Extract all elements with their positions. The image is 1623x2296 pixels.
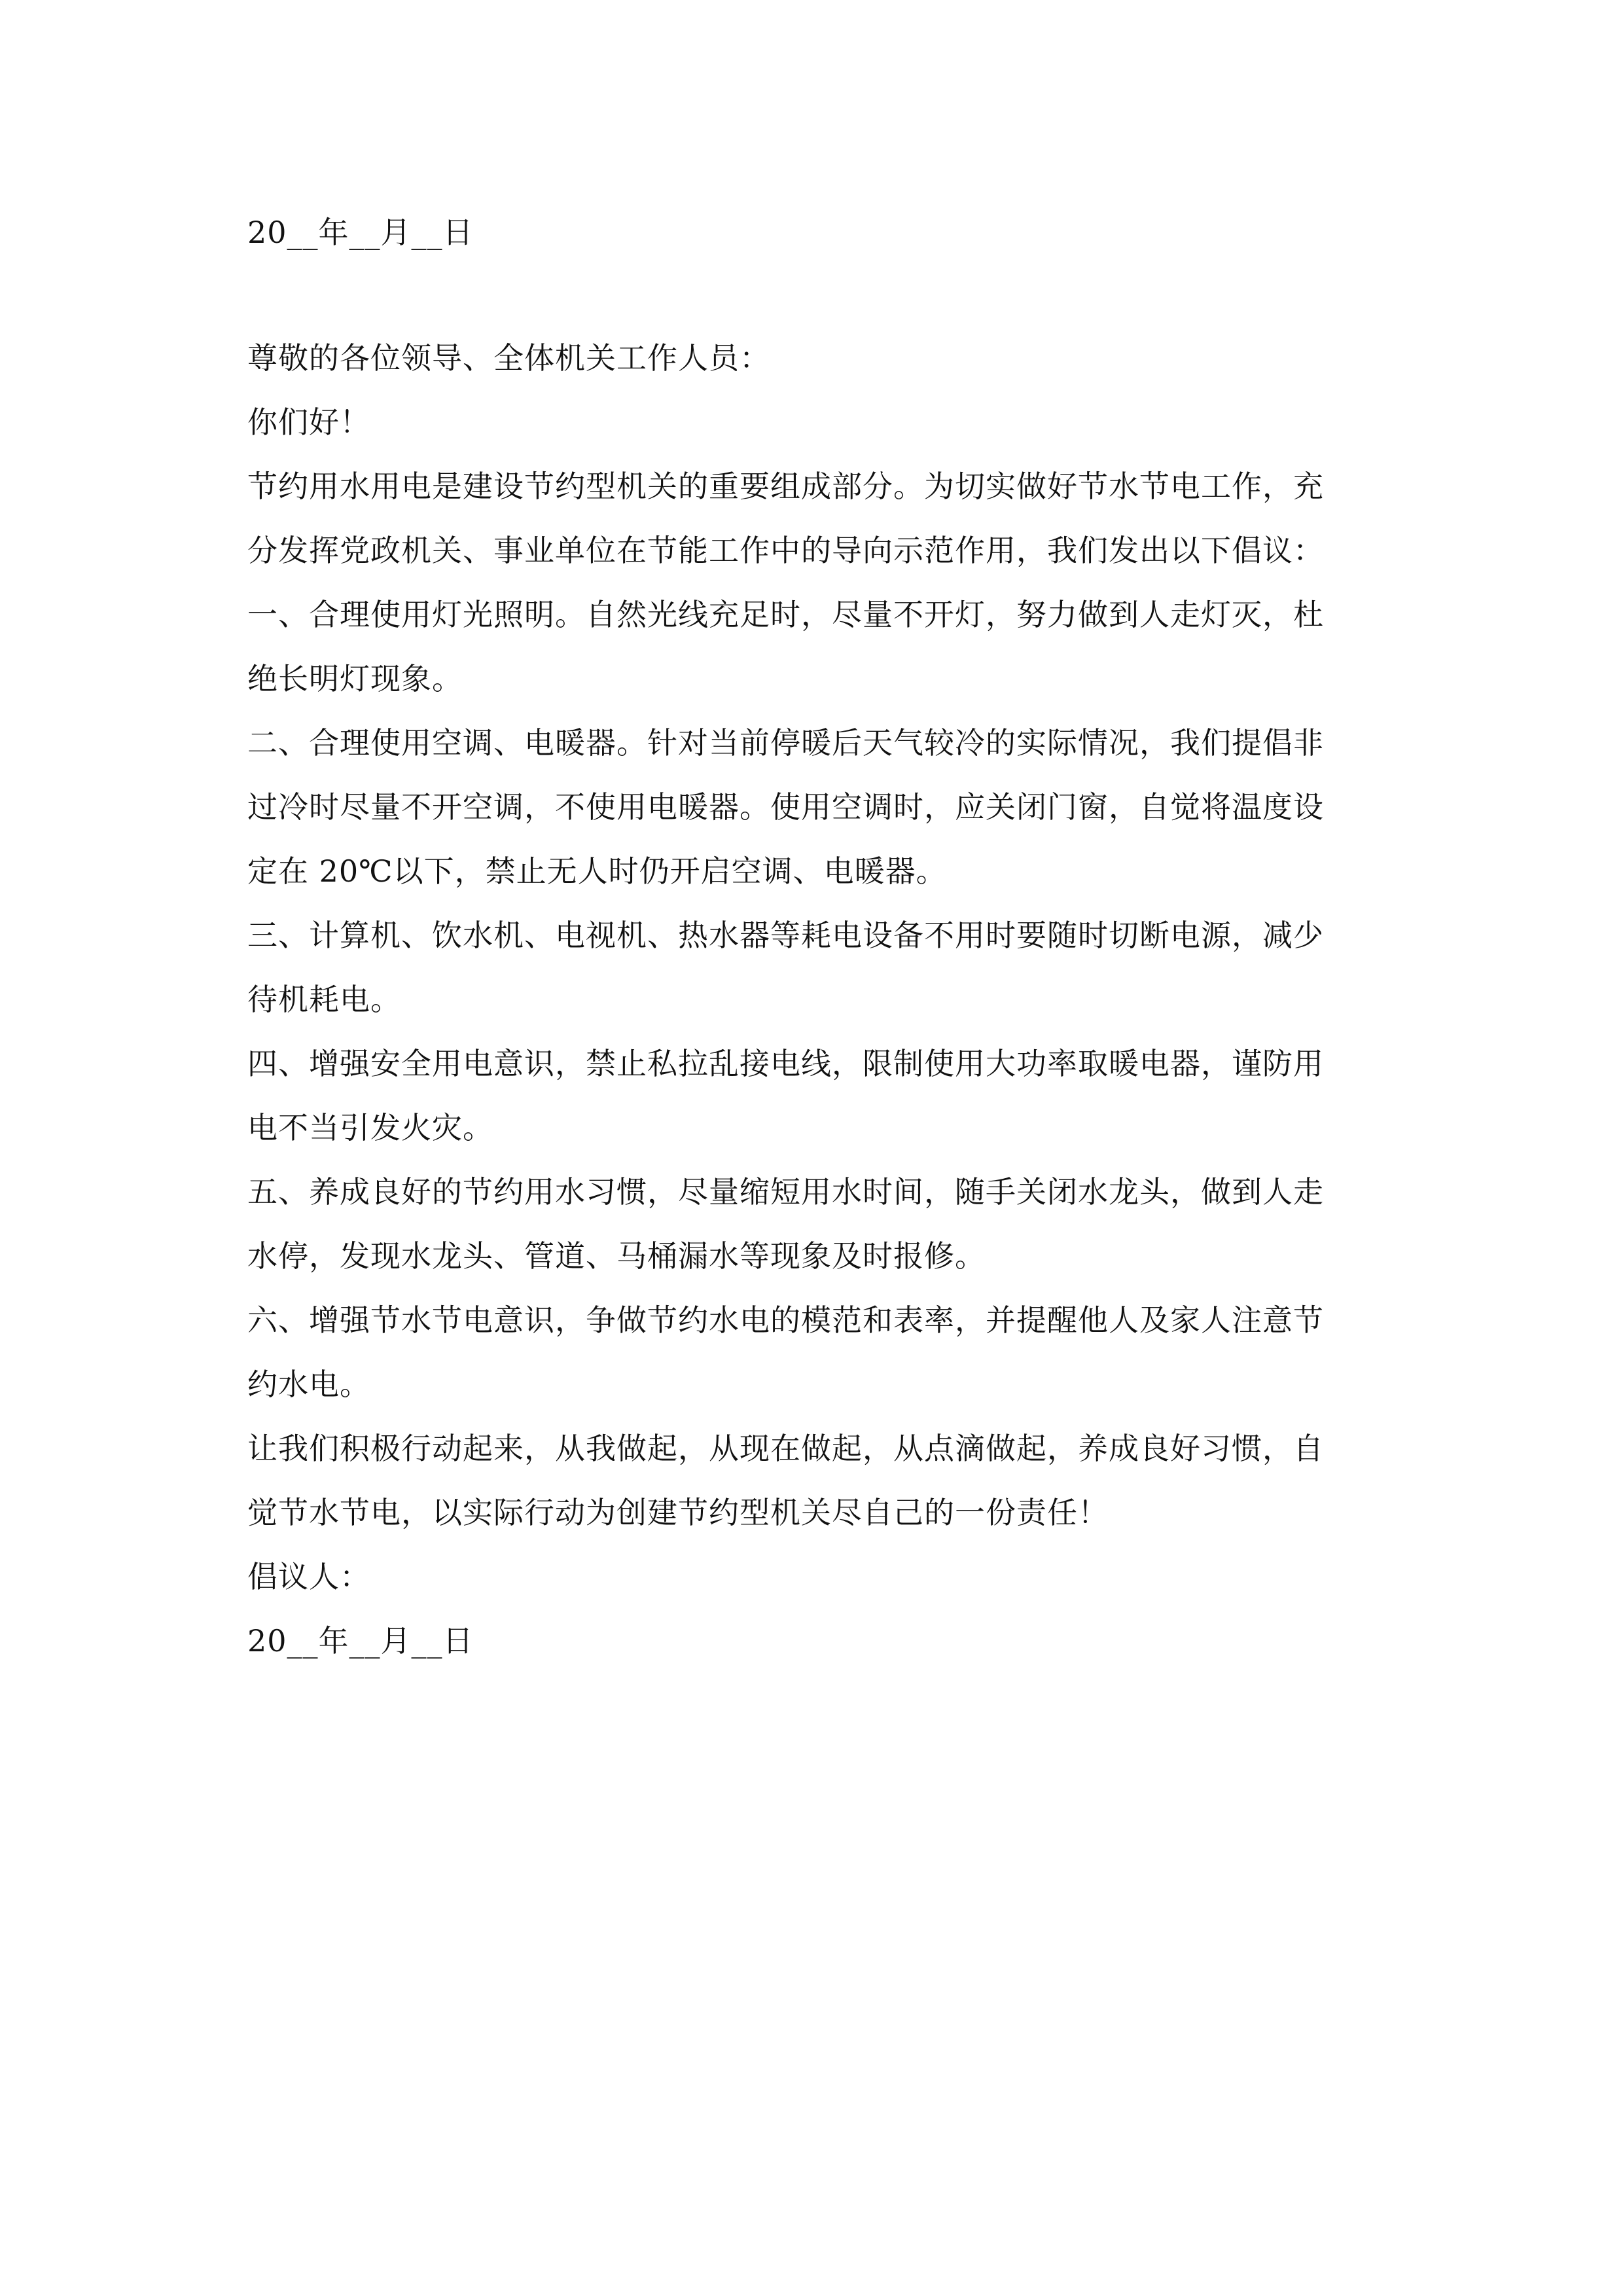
- item-1-line-1: 一、合理使用灯光照明。自然光线充足时，尽量不开灯，努力做到人走灯灭，杜: [247, 597, 1324, 632]
- greeting: 你们好！: [247, 404, 370, 440]
- intro-line-2: 分发挥党政机关、事业单位在节能工作中的导向示范作用，我们发出以下倡议：: [247, 533, 1324, 568]
- item-6-line-1: 六、增强节水节电意识，争做节约水电的模范和表率，并提醒他人及家人注意节: [247, 1302, 1324, 1338]
- item-4-line-2: 电不当引发火灾。: [247, 1110, 493, 1145]
- top-date: [247, 200, 1386, 264]
- item-2-line-2: 过冷时尽量不开空调，不使用电暖器。使用空调时，应关闭门窗，自觉将温度设: [247, 789, 1324, 825]
- salutation: 尊敬的各位领导、全体机关工作人员：: [247, 340, 770, 376]
- item-6-line-2: 约水电。: [247, 1367, 370, 1402]
- item-3-line-1: 三、计算机、饮水机、电视机、热水器等耗电设备不用时要随时切断电源，减少: [247, 918, 1324, 953]
- item-4-line-1: 四、增强安全用电意识，禁止私拉乱接电线，限制使用大功率取暖电器，谨防用: [247, 1046, 1324, 1081]
- closing-line-2: 觉节水节电，以实际行动为创建节约型机关尽自己的一份责任！: [247, 1495, 1109, 1530]
- item-5-line-1: 五、养成良好的节约用水习惯，尽量缩短用水时间，随手关闭水龙头，做到人走: [247, 1174, 1324, 1210]
- item-2-line-1: 二、合理使用空调、电暖器。针对当前停暖后天气较冷的实际情况，我们提倡非: [247, 725, 1324, 761]
- bottom-date: 20__年__月__日: [247, 1623, 474, 1659]
- item-2-line-3: 定在 20℃以下，禁止无人时仍开启空调、电暖器。: [247, 853, 947, 889]
- item-5-line-2: 水停，发现水龙头、管道、马桶漏水等现象及时报修。: [247, 1238, 986, 1274]
- initiator-label: 倡议人：: [247, 1559, 370, 1594]
- document-body: [247, 326, 1386, 1673]
- item-3-line-2: 待机耗电。: [247, 982, 401, 1017]
- intro-line-1: 节约用水用电是建设节约型机关的重要组成部分。为切实做好节水节电工作，充: [247, 469, 1324, 504]
- date-line: 20__年__月__日: [247, 215, 474, 250]
- closing-line-1: 让我们积极行动起来，从我做起，从现在做起，从点滴做起，养成良好习惯，自: [247, 1431, 1324, 1466]
- item-1-line-2: 绝长明灯现象。: [247, 661, 463, 696]
